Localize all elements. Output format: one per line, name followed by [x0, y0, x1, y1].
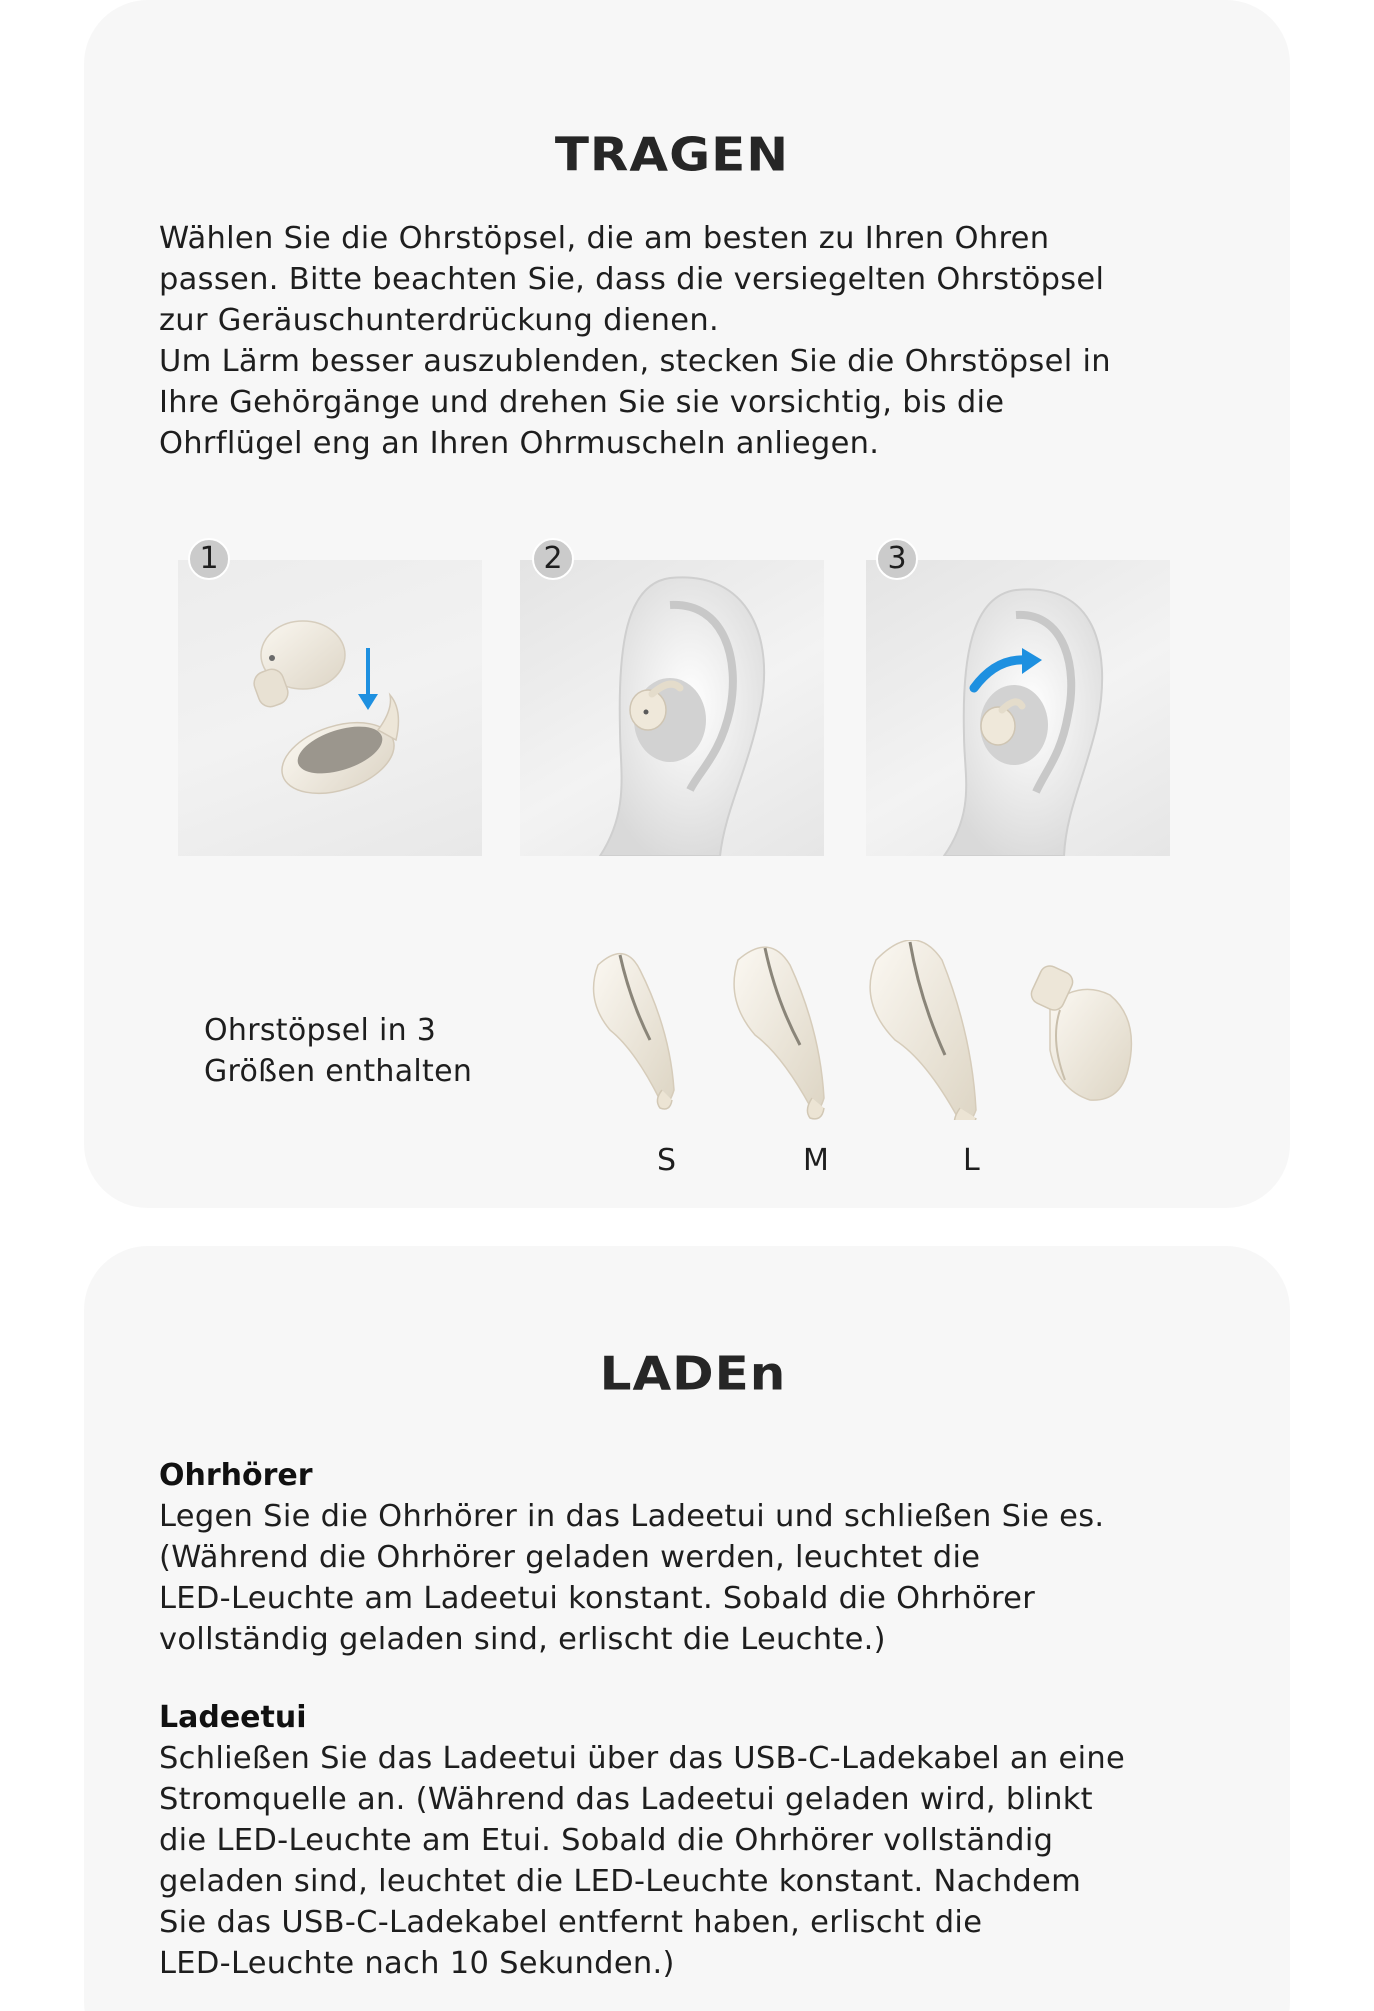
- step-1-image: [178, 560, 482, 856]
- ear-rotate-illustration: [866, 560, 1170, 856]
- earbud-tip-attach-illustration: [178, 560, 482, 856]
- ear-tip-sizes-caption: [204, 1010, 564, 1092]
- step-2-image: [520, 560, 824, 856]
- case-charging-text: [159, 1738, 1219, 1984]
- earbuds-text-line: Legen Sie die Ohrhörer in das Ladeetui und schließen Sie es.: [159, 1499, 1105, 1534]
- earbud-side-view: [1028, 963, 1131, 1100]
- charge-section-title: LADEn: [599, 1347, 787, 1401]
- wear-instruction-line: Um Lärm besser auszublenden, stecken Sie die Ohrstöpsel in: [159, 344, 1111, 379]
- earbuds-text-line: (Während die Ohrhörer geladen werden, leuchtet die: [159, 1540, 981, 1575]
- wear-instruction-line: zur Geräuschunterdrückung dienen.: [159, 303, 719, 338]
- ear-tips-illustration: [580, 940, 1160, 1120]
- wear-instruction-line: Ohrflügel eng an Ihren Ohrmuscheln anliegen.: [159, 426, 880, 461]
- size-label-m: M: [803, 1143, 829, 1178]
- case-text-line: die LED-Leuchte am Etui. Sobald die Ohrhörer vollständig: [159, 1823, 1054, 1858]
- wear-instruction-line: Ihre Gehörgänge und drehen Sie sie vorsichtig, bis die: [159, 385, 1005, 420]
- ear-tip-small: [594, 954, 674, 1109]
- case-text-line: Stromquelle an. (Während das Ladeetui geladen wird, blinkt: [159, 1782, 1093, 1817]
- step-3-image: [866, 560, 1170, 856]
- wear-instruction-line: passen. Bitte beachten Sie, dass die versiegelten Ohrstöpsel: [159, 262, 1105, 297]
- case-text-line: geladen sind, leuchtet die LED-Leuchte konstant. Nachdem: [159, 1864, 1082, 1899]
- ear-tip-large: [870, 940, 976, 1120]
- caption-line: Größen enthalten: [204, 1054, 473, 1089]
- case-text-line: LED-Leuchte nach 10 Sekunden.): [159, 1946, 675, 1981]
- ear-tip-medium: [734, 947, 824, 1119]
- step-2-badge: 2: [532, 538, 574, 580]
- earbuds-text-line: LED-Leuchte am Ladeetui konstant. Sobald die Ohrhörer: [159, 1581, 1036, 1616]
- case-heading: Ladeetui: [159, 1700, 307, 1735]
- size-label-l: L: [963, 1143, 980, 1178]
- case-text-line: Sie das USB-C-Ladekabel entfernt haben, erlischt die: [159, 1905, 983, 1940]
- caption-line: Ohrstöpsel in 3: [204, 1013, 437, 1048]
- wear-instruction-line: Wählen Sie die Ohrstöpsel, die am besten zu Ihren Ohren: [159, 221, 1050, 256]
- step-3-badge: 3: [876, 538, 918, 580]
- size-label-s: S: [657, 1143, 677, 1178]
- earbuds-heading: Ohrhörer: [159, 1458, 313, 1493]
- ear-insert-illustration: [520, 560, 824, 856]
- wear-section-title: TRAGEN: [554, 128, 790, 182]
- case-text-line: Schließen Sie das Ladeetui über das USB-C-Ladekabel an eine: [159, 1741, 1126, 1776]
- step-1-badge: 1: [188, 538, 230, 580]
- earbuds-text-line: vollständig geladen sind, erlischt die Leuchte.): [159, 1622, 886, 1657]
- earbuds-charging-text: [159, 1496, 1219, 1660]
- wear-instructions: [159, 218, 1219, 464]
